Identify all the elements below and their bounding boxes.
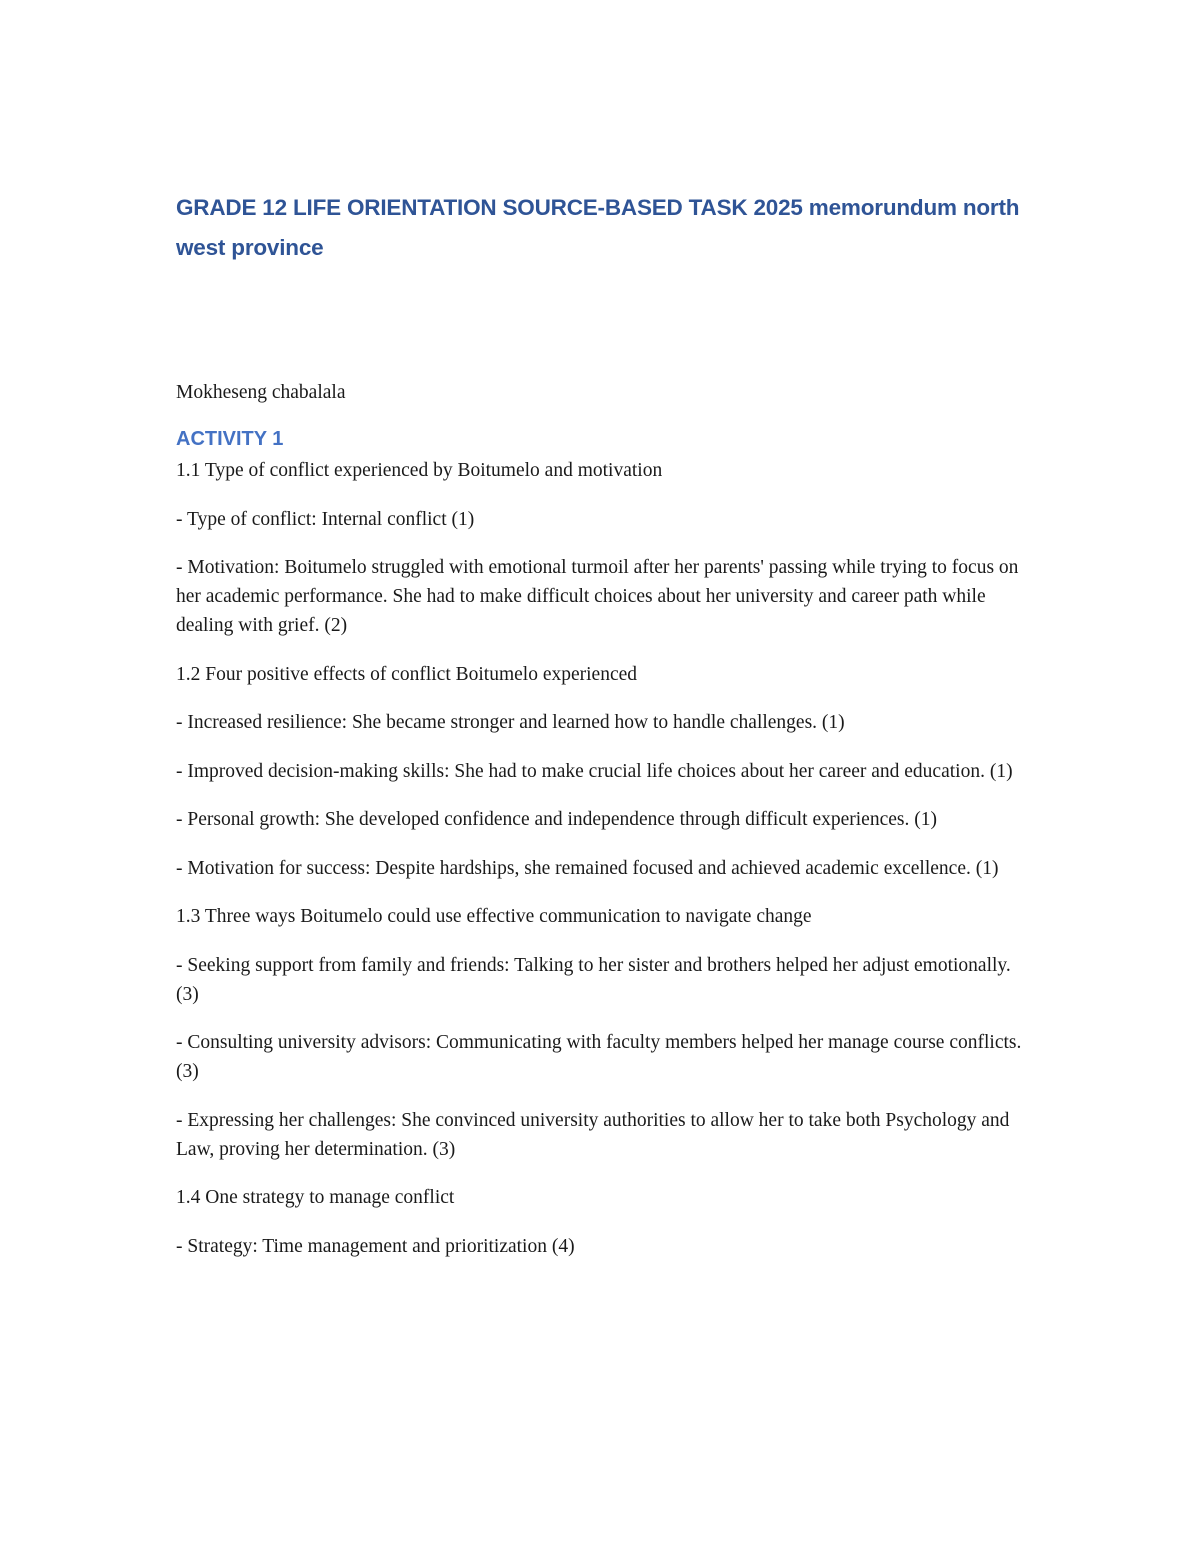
answer-line: - Personal growth: She developed confidence and independence through difficult experiences. (1): [176, 809, 937, 830]
question-1-1: 1.1 Type of conflict experienced by Boitumelo and motivation: [176, 460, 663, 481]
answer-line: - Increased resilience: She became stronger and learned how to handle challenges. (1): [176, 712, 845, 733]
question-1-4: 1.4 One strategy to manage conflict: [176, 1187, 455, 1208]
author-name: Mokheseng chabalala: [176, 382, 346, 403]
answer-line: - Type of conflict: Internal conflict (1): [176, 508, 475, 530]
answer-line: - Consulting university advisors: Communicating with faculty members helped her manage course conflicts. (3): [176, 1032, 1022, 1082]
answer-line: - Seeking support from family and friends: Talking to her sister and brothers helped her adjust emotionally. (3): [176, 954, 1011, 1005]
activity-heading: ACTIVITY 1: [176, 428, 284, 450]
answer-line: - Expressing her challenges: She convinced university authorities to allow her to take both Psychology and Law, proving her determination. (3): [176, 1109, 1010, 1160]
answer-line: - Strategy: Time management and prioritization (4): [176, 1235, 575, 1257]
question-1-3: 1.3 Three ways Boitumelo could use effective communication to navigate change: [176, 906, 812, 927]
question-1-2: 1.2 Four positive effects of conflict Boitumelo experienced: [176, 663, 638, 685]
document-page: [176, 188, 1036, 1280]
answer-line: - Motivation for success: Despite hardships, she remained focused and achieved academic excellence. (1): [176, 857, 999, 879]
answer-line: - Motivation: Boitumelo struggled with emotional turmoil after her parents' passing while trying to focus on her academic performance. She had to make difficult choices about her university and career path while dealing with grief. (2): [176, 557, 1019, 636]
document-title: GRADE 12 LIFE ORIENTATION SOURCE-BASED TASK 2025 memorundum north west province: [176, 195, 1020, 260]
document-body: [176, 456, 1036, 1261]
answer-line: - Improved decision-making skills: She had to make crucial life choices about her career and education. (1): [176, 760, 1013, 782]
